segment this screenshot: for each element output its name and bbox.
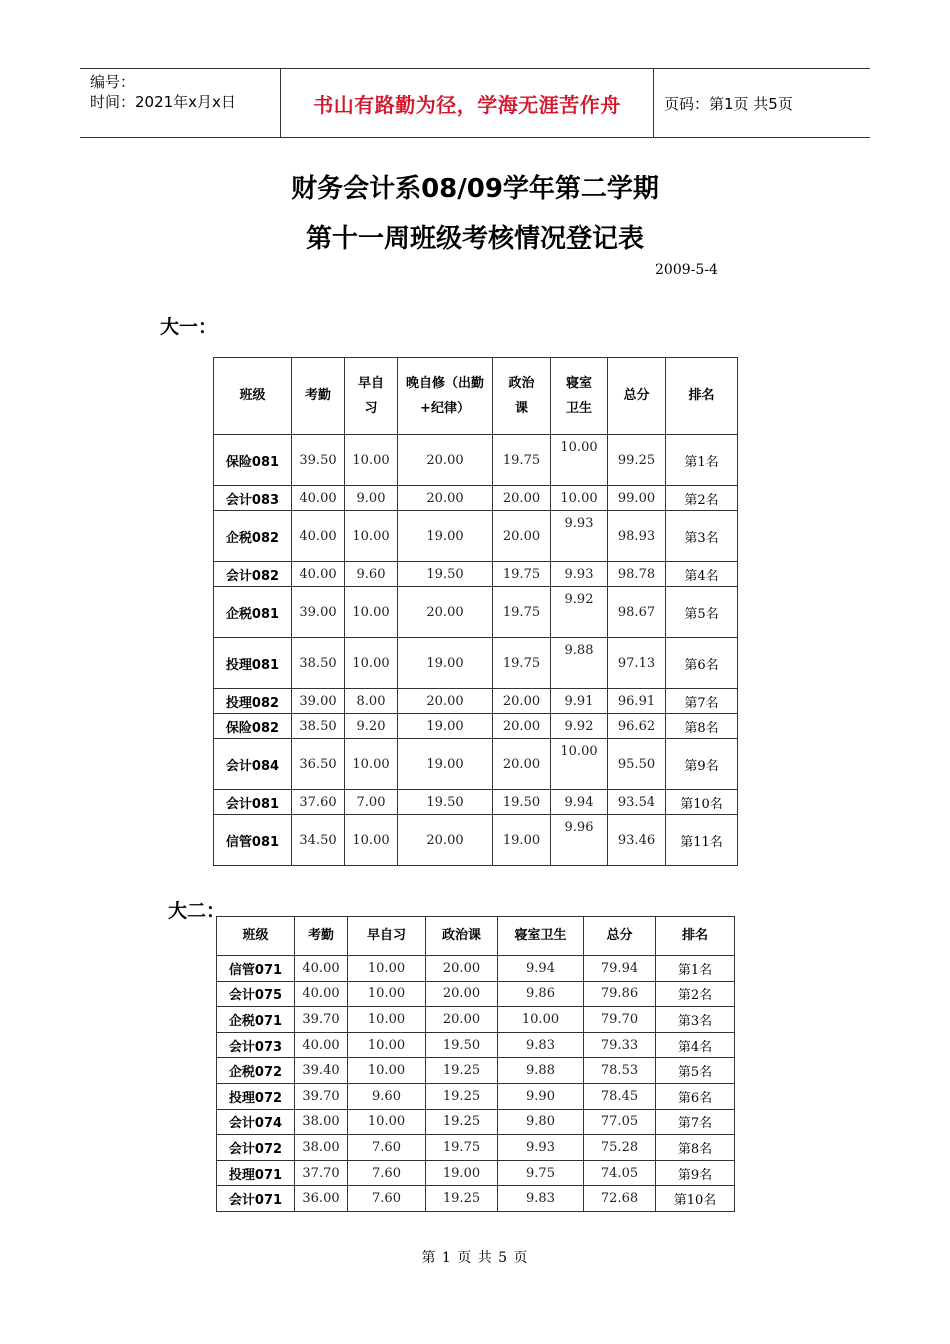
cell-class: 会计083 xyxy=(214,486,292,511)
table-row xyxy=(214,739,738,790)
col-header-class: 班级 xyxy=(217,917,295,956)
header-page-cell xyxy=(654,69,870,137)
cell-class: 企税071 xyxy=(217,1007,295,1033)
cell-dorm: 9.88 xyxy=(498,1058,584,1084)
cell-morning-study xyxy=(345,435,398,486)
cell-politics: 19.75 xyxy=(426,1135,498,1161)
cell-attendance: 38.00 xyxy=(295,1109,348,1135)
cell-class: 会计084 xyxy=(214,739,292,790)
cell-evening-study: 20.00 xyxy=(398,815,493,866)
cell-class: 企税082 xyxy=(214,511,292,562)
page-header xyxy=(80,68,870,138)
cell-total: 75.28 xyxy=(584,1135,656,1161)
cell-dorm: 10.00 xyxy=(498,1007,584,1033)
sophomore-table xyxy=(216,916,735,1212)
cell-morning-study: 10.00 xyxy=(348,1109,426,1135)
cell-class: 会计081 xyxy=(214,790,292,815)
cell-dorm: 10.00 xyxy=(551,739,608,790)
cell-value: 10.00 xyxy=(352,756,390,772)
cell-morning-study: 10.00 xyxy=(348,981,426,1007)
cell-politics: 19.75 xyxy=(493,562,551,587)
cell-politics: 20.00 xyxy=(493,739,551,790)
time-label: 时间：2021年x月x日 xyxy=(90,93,236,111)
cell-attendance: 37.70 xyxy=(295,1160,348,1186)
cell-class: 投理072 xyxy=(217,1083,295,1109)
cell-morning-study: 10.00 xyxy=(348,956,426,982)
cell-class: 投理081 xyxy=(214,638,292,689)
col-header-class: 班级 xyxy=(214,358,292,435)
cell-politics: 19.75 xyxy=(493,638,551,689)
cell-value: 10.00 xyxy=(352,832,390,848)
cell-rank: 第1名 xyxy=(666,435,738,486)
cell-dorm: 9.86 xyxy=(498,981,584,1007)
cell-morning-study: 9.20 xyxy=(345,714,398,739)
cell-evening-study: 19.00 xyxy=(398,739,493,790)
number-label: 编号： xyxy=(90,73,136,91)
table-header-row xyxy=(214,358,738,435)
table-row xyxy=(217,1083,735,1109)
cell-total: 95.50 xyxy=(608,739,666,790)
cell-rank: 第10名 xyxy=(666,790,738,815)
cell-attendance: 40.00 xyxy=(295,1032,348,1058)
header-motto-cell xyxy=(280,69,654,137)
cell-evening-study: 20.00 xyxy=(398,587,493,638)
cell-attendance: 38.50 xyxy=(292,638,345,689)
table-row xyxy=(217,1007,735,1033)
cell-attendance: 40.00 xyxy=(295,956,348,982)
cell-rank: 第2名 xyxy=(656,981,735,1007)
cell-politics: 19.00 xyxy=(426,1160,498,1186)
cell-class: 会计082 xyxy=(214,562,292,587)
cell-dorm: 9.93 xyxy=(498,1135,584,1161)
cell-dorm: 9.93 xyxy=(551,562,608,587)
cell-attendance: 39.70 xyxy=(295,1007,348,1033)
cell-dorm: 9.83 xyxy=(498,1186,584,1212)
cell-class: 投理082 xyxy=(214,689,292,714)
cell-dorm: 9.94 xyxy=(498,956,584,982)
cell-value: 10.00 xyxy=(352,604,390,620)
cell-attendance: 40.00 xyxy=(292,562,345,587)
cell-total: 96.62 xyxy=(608,714,666,739)
table-row xyxy=(214,689,738,714)
cell-value: 10.00 xyxy=(352,528,390,544)
table-row xyxy=(214,511,738,562)
cell-total: 98.78 xyxy=(608,562,666,587)
cell-politics: 20.00 xyxy=(493,689,551,714)
cell-total: 78.45 xyxy=(584,1083,656,1109)
cell-total: 93.46 xyxy=(608,815,666,866)
cell-morning-study xyxy=(345,587,398,638)
cell-total: 99.00 xyxy=(608,486,666,511)
page-info: 页码：第1页 共5页 xyxy=(664,94,793,113)
cell-morning-study: 9.00 xyxy=(345,486,398,511)
cell-dorm: 9.92 xyxy=(551,587,608,638)
cell-morning-study: 9.60 xyxy=(345,562,398,587)
cell-evening-study: 19.00 xyxy=(398,511,493,562)
cell-class: 保险081 xyxy=(214,435,292,486)
cell-dorm: 9.94 xyxy=(551,790,608,815)
cell-morning-study: 10.00 xyxy=(348,1058,426,1084)
cell-total: 78.53 xyxy=(584,1058,656,1084)
cell-morning-study xyxy=(345,739,398,790)
section1-label: 大一： xyxy=(160,316,218,338)
cell-dorm: 9.91 xyxy=(551,689,608,714)
cell-politics: 19.75 xyxy=(493,587,551,638)
motto: 书山有路勤为径，学海无涯苦作舟 xyxy=(313,92,621,117)
table-row xyxy=(214,815,738,866)
table-row xyxy=(217,1186,735,1212)
cell-attendance: 34.50 xyxy=(292,815,345,866)
table-row xyxy=(214,587,738,638)
cell-rank: 第10名 xyxy=(656,1186,735,1212)
cell-dorm: 9.83 xyxy=(498,1032,584,1058)
table-row xyxy=(214,714,738,739)
table-row xyxy=(217,956,735,982)
cell-politics: 20.00 xyxy=(426,956,498,982)
cell-rank: 第3名 xyxy=(656,1007,735,1033)
cell-rank: 第8名 xyxy=(666,714,738,739)
cell-evening-study: 19.00 xyxy=(398,638,493,689)
cell-politics: 19.00 xyxy=(493,815,551,866)
cell-attendance: 40.00 xyxy=(292,511,345,562)
cell-total: 96.91 xyxy=(608,689,666,714)
title-line-1: 财务会计系08/09学年第二学期 xyxy=(291,174,659,204)
cell-morning-study xyxy=(345,815,398,866)
cell-rank: 第7名 xyxy=(666,689,738,714)
page-footer: 第 1 页 共 5 页 xyxy=(421,1250,529,1266)
table-row xyxy=(214,435,738,486)
cell-attendance: 38.50 xyxy=(292,714,345,739)
cell-class: 投理071 xyxy=(217,1160,295,1186)
cell-attendance: 40.00 xyxy=(295,981,348,1007)
title-line-2: 第十一周班级考核情况登记表 xyxy=(305,224,644,254)
cell-rank: 第6名 xyxy=(666,638,738,689)
table-row xyxy=(217,1058,735,1084)
cell-class: 保险082 xyxy=(214,714,292,739)
cell-morning-study: 7.60 xyxy=(348,1135,426,1161)
cell-class: 会计071 xyxy=(217,1186,295,1212)
cell-value: 10.00 xyxy=(352,655,390,671)
cell-total: 98.67 xyxy=(608,587,666,638)
table-row xyxy=(217,1032,735,1058)
cell-rank: 第3名 xyxy=(666,511,738,562)
cell-attendance: 39.70 xyxy=(295,1083,348,1109)
cell-total: 79.70 xyxy=(584,1007,656,1033)
col-header-politics: 政治课 xyxy=(426,917,498,956)
cell-morning-study xyxy=(345,638,398,689)
cell-class: 会计073 xyxy=(217,1032,295,1058)
cell-politics: 19.50 xyxy=(493,790,551,815)
cell-total: 98.93 xyxy=(608,511,666,562)
report-date: 2009-5-4 xyxy=(655,262,718,278)
table-row xyxy=(214,562,738,587)
col-header-attendance: 考勤 xyxy=(292,358,345,435)
cell-total: 99.25 xyxy=(608,435,666,486)
cell-total: 79.94 xyxy=(584,956,656,982)
cell-morning-study: 7.00 xyxy=(345,790,398,815)
cell-rank: 第9名 xyxy=(656,1160,735,1186)
table-row xyxy=(214,790,738,815)
cell-total: 77.05 xyxy=(584,1109,656,1135)
cell-attendance: 39.50 xyxy=(292,435,345,486)
table-row xyxy=(217,1109,735,1135)
cell-evening-study: 20.00 xyxy=(398,486,493,511)
col-header-rank: 排名 xyxy=(656,917,735,956)
cell-total: 74.05 xyxy=(584,1160,656,1186)
cell-dorm: 9.93 xyxy=(551,511,608,562)
cell-class: 企税072 xyxy=(217,1058,295,1084)
cell-rank: 第6名 xyxy=(656,1083,735,1109)
cell-attendance: 36.00 xyxy=(295,1186,348,1212)
cell-dorm: 9.75 xyxy=(498,1160,584,1186)
cell-attendance: 39.40 xyxy=(295,1058,348,1084)
cell-attendance: 38.00 xyxy=(295,1135,348,1161)
table-row xyxy=(217,1135,735,1161)
cell-politics: 19.50 xyxy=(426,1032,498,1058)
col-header-total: 总分 xyxy=(584,917,656,956)
cell-politics: 19.25 xyxy=(426,1058,498,1084)
cell-attendance: 39.00 xyxy=(292,587,345,638)
cell-dorm: 9.80 xyxy=(498,1109,584,1135)
cell-politics: 19.25 xyxy=(426,1083,498,1109)
cell-politics: 20.00 xyxy=(493,486,551,511)
cell-morning-study: 8.00 xyxy=(345,689,398,714)
cell-rank: 第7名 xyxy=(656,1109,735,1135)
cell-politics: 20.00 xyxy=(493,714,551,739)
cell-morning-study: 9.60 xyxy=(348,1083,426,1109)
cell-attendance: 40.00 xyxy=(292,486,345,511)
cell-morning-study: 7.60 xyxy=(348,1160,426,1186)
cell-attendance: 36.50 xyxy=(292,739,345,790)
cell-total: 79.33 xyxy=(584,1032,656,1058)
cell-politics: 19.75 xyxy=(493,435,551,486)
cell-politics: 19.25 xyxy=(426,1186,498,1212)
cell-morning-study xyxy=(345,511,398,562)
cell-class: 会计074 xyxy=(217,1109,295,1135)
cell-evening-study: 19.50 xyxy=(398,790,493,815)
cell-class: 企税081 xyxy=(214,587,292,638)
table-row xyxy=(214,638,738,689)
cell-politics: 19.25 xyxy=(426,1109,498,1135)
cell-evening-study: 19.00 xyxy=(398,714,493,739)
table-row xyxy=(217,981,735,1007)
cell-evening-study: 20.00 xyxy=(398,435,493,486)
col-header-dorm: 寝室卫生 xyxy=(498,917,584,956)
freshman-table xyxy=(213,357,738,866)
cell-rank: 第4名 xyxy=(666,562,738,587)
cell-rank: 第5名 xyxy=(656,1058,735,1084)
cell-attendance: 37.60 xyxy=(292,790,345,815)
cell-rank: 第11名 xyxy=(666,815,738,866)
cell-evening-study: 19.50 xyxy=(398,562,493,587)
table-row xyxy=(217,1160,735,1186)
table-row xyxy=(214,486,738,511)
header-meta xyxy=(80,69,280,137)
cell-dorm: 9.96 xyxy=(551,815,608,866)
cell-total: 79.86 xyxy=(584,981,656,1007)
cell-morning-study: 7.60 xyxy=(348,1186,426,1212)
table-header-row xyxy=(217,917,735,956)
col-header-total: 总分 xyxy=(608,358,666,435)
col-header-evening-study: 晚自修（出勤+纪律） xyxy=(398,358,493,435)
cell-class: 会计075 xyxy=(217,981,295,1007)
cell-politics: 20.00 xyxy=(426,981,498,1007)
col-header-dorm: 寝室卫生 xyxy=(551,358,608,435)
cell-dorm: 10.00 xyxy=(551,435,608,486)
cell-total: 97.13 xyxy=(608,638,666,689)
cell-politics: 20.00 xyxy=(426,1007,498,1033)
col-header-politics: 政治课 xyxy=(493,358,551,435)
cell-rank: 第1名 xyxy=(656,956,735,982)
section2-label: 大二： xyxy=(168,900,226,922)
cell-rank: 第9名 xyxy=(666,739,738,790)
col-header-attendance: 考勤 xyxy=(295,917,348,956)
cell-politics: 20.00 xyxy=(493,511,551,562)
cell-total: 72.68 xyxy=(584,1186,656,1212)
cell-rank: 第5名 xyxy=(666,587,738,638)
cell-value: 10.00 xyxy=(352,452,390,468)
cell-evening-study: 20.00 xyxy=(398,689,493,714)
cell-class: 信管071 xyxy=(217,956,295,982)
cell-total: 93.54 xyxy=(608,790,666,815)
cell-dorm: 10.00 xyxy=(551,486,608,511)
col-header-morning-study: 早自习 xyxy=(345,358,398,435)
cell-class: 信管081 xyxy=(214,815,292,866)
col-header-rank: 排名 xyxy=(666,358,738,435)
cell-dorm: 9.88 xyxy=(551,638,608,689)
cell-morning-study: 10.00 xyxy=(348,1007,426,1033)
col-header-morning-study: 早自习 xyxy=(348,917,426,956)
cell-dorm: 9.92 xyxy=(551,714,608,739)
cell-class: 会计072 xyxy=(217,1135,295,1161)
cell-dorm: 9.90 xyxy=(498,1083,584,1109)
cell-rank: 第4名 xyxy=(656,1032,735,1058)
cell-morning-study: 10.00 xyxy=(348,1032,426,1058)
cell-attendance: 39.00 xyxy=(292,689,345,714)
cell-rank: 第2名 xyxy=(666,486,738,511)
cell-rank: 第8名 xyxy=(656,1135,735,1161)
